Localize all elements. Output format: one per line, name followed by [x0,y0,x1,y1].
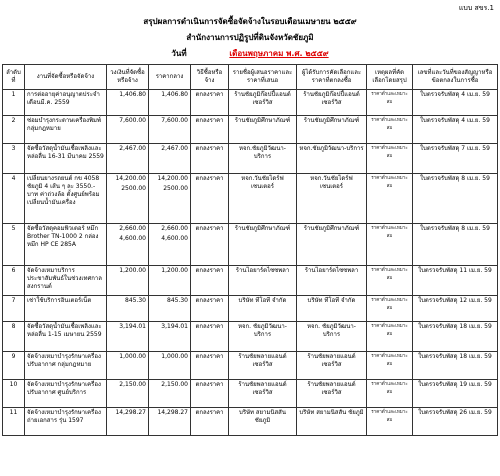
cell-reason: ราคาต่ำและเหมาะสม [367,296,413,322]
cell-item: จัดจ้างเหมาบริการประชาสัมพันธ์ในช่วงเทศกาลสงกรานต์ [25,266,107,296]
cell-amount: 3,194.01 [107,322,149,352]
cell-mid-price: 1,000.00 [149,352,191,380]
table-header [3,65,498,90]
cell-winner: ร้านชัยภูมิก๊อปปี้แอนด์เซอร์วิส [297,90,367,116]
cell-method: ตกลงราคา [191,380,229,408]
cell-winner: หจก.วันชัยไดร์ฟเซนเตอร์ [297,174,367,224]
cell-bidder: ร้านชัยภูมิศึกษาภัณฑ์ [229,116,297,144]
cell-method: ตกลงราคา [191,174,229,224]
office-name: สำนักงานการปฏิรูปที่ดินจังหวัดชัยภูมิ [186,33,314,42]
header-bidders: รายชื่อผู้เสนอราคาและราคาที่เสนอ [229,65,297,90]
cell-no: 5 [3,224,25,266]
cell-item: จัดจ้างเหมาบำรุงรักษาเครื่องถ่ายเอกสาร รุ่น 1597 [25,408,107,436]
table-row [3,144,498,174]
cell-bidder: ร้านชัยภูมิก๊อปปี้แอนด์เซอร์วิส [229,90,297,116]
cell-method: ตกลงราคา [191,224,229,266]
cell-reason: ราคาต่ำและเหมาะสม [367,90,413,116]
cell-winner: ร้านชัยพลายแอนด์เซอร์วิส [297,352,367,380]
cell-contract: ใบตรวจรับพัสดุ 7 เม.ย. 59 [413,144,498,174]
cell-mid-price: 2,467.00 [149,144,191,174]
cell-amount: 1,406.80 [107,90,149,116]
cell-mid-price: 3,194.01 [149,322,191,352]
cell-item: ซ่อมบำรุงกระดาษเครื่องพิมพ์กลุ่มกฎหมาย [25,116,107,144]
cell-contract: ใบตรวจรับพัสดุ 11 เม.ย. 59 [413,266,498,296]
cell-method: ตกลงราคา [191,296,229,322]
table-row [3,380,498,408]
cell-contract: ใบตรวจรับพัสดุ 18 เม.ย. 59 [413,322,498,352]
cell-reason: ราคาต่ำและเหมาะสม [367,408,413,436]
cell-method: ตกลงราคา [191,266,229,296]
cell-mid-price: 1,406.80 [149,90,191,116]
cell-amount: 1,000.00 [107,352,149,380]
cell-reason: ราคาต่ำและเหมาะสม [367,144,413,174]
cell-reason: ราคาต่ำและเหมาะสม [367,116,413,144]
cell-winner: บริษัท ทีโอที จำกัด [297,296,367,322]
cell-no: 7 [3,296,25,322]
cell-winner: หจก. ชัยภูมิวัฒนา-บริการ [297,322,367,352]
cell-contract: ใบตรวจรับพัสดุ 19 เม.ย. 59 [413,380,498,408]
table-row [3,322,498,352]
table-row [3,224,498,266]
cell-winner: บริษัท สยามนิสสัน ชัยภูมิ [297,408,367,436]
cell-no: 10 [3,380,25,408]
cell-mid-price: 845.30 [149,296,191,322]
cell-no: 9 [3,352,25,380]
cell-mid-price: 14,298.27 [149,408,191,436]
header-item: งานที่จัดซื้อหรือจัดจ้าง [25,65,107,90]
cell-contract: ใบตรวจรับพัสดุ 26 เม.ย. 59 [413,408,498,436]
table-row [3,174,498,224]
cell-item: เช่าใช้บริการอินเตอร์เน็ต [25,296,107,322]
cell-no: 4 [3,174,25,224]
cell-bidder: หจก. ชัยภูมิวัฒนา-บริการ [229,322,297,352]
cell-contract: ใบตรวจรับพัสดุ 8 เม.ย. 59 [413,224,498,266]
cell-bidder: ร้านชัยพลายแอนด์เซอร์วิส [229,380,297,408]
cell-no: 11 [3,408,25,436]
table-row [3,296,498,322]
cell-method: ตกลงราคา [191,322,229,352]
cell-bidder: ร้านชัยภูมิศึกษาภัณฑ์ [229,224,297,266]
cell-item: การต่ออายุค่าอนุญาตประจำเดือนมี.ค. 2559 [25,90,107,116]
cell-reason: ราคาต่ำและเหมาะสม [367,174,413,224]
cell-no: 2 [3,116,25,144]
cell-reason: ราคาต่ำและเหมาะสม [367,352,413,380]
cell-reason: ราคาต่ำและเหมาะสม [367,380,413,408]
cell-no: 3 [3,144,25,174]
cell-mid-price: 1,200.00 [149,266,191,296]
cell-amount: 845.30 [107,296,149,322]
cell-no: 8 [3,322,25,352]
form-code: แบบ สขร.1 [458,4,494,12]
cell-method: ตกลงราคา [191,90,229,116]
cell-amount: 1,200.00 [107,266,149,296]
cell-mid-price: 2,150.00 [149,380,191,408]
cell-amount: 2,467.00 [107,144,149,174]
header-reason: เหตุผลที่คัดเลือกโดยสรุป [367,65,413,90]
table-row [3,408,498,436]
cell-item: เปลี่ยนยางรถยนต์ กข 4058 ชัยภูมิ 4 เส้น ๆ ละ 3550.- บาท ค่าถ่วงล้อ ตั้งศูนย์พร้อมเปลี่ยนน้ำมันเครื่อง [25,174,107,224]
cell-mid-price: 14,200.00 2500.00 [149,174,191,224]
date-value: เดือนพฤษภาคม พ.ศ. ๒๕๕๙ [229,49,329,58]
cell-winner: ร้านชัยภูมิศึกษาภัณฑ์ [297,116,367,144]
cell-bidder: บริษัท ทีโอที จำกัด [229,296,297,322]
cell-bidder: บริษัท สยามนิสสัน ชัยภูมิ [229,408,297,436]
table-row [3,90,498,116]
cell-bidder: หจก.ชัยภูมิวัฒนา-บริการ [229,144,297,174]
cell-contract: ใบตรวจรับพัสดุ 12 เม.ย. 59 [413,296,498,322]
header-no: ลำดับที่ [3,65,25,90]
header-contract: เลขที่และวันที่ของสัญญาหรือข้อตกลงในการซื้อ [413,65,498,90]
cell-contract: ใบตรวจรับพัสดุ 18 เม.ย. 59 [413,352,498,380]
cell-winner: ร้านชัยภูมิศึกษาภัณฑ์ [297,224,367,266]
header-amount: วงเงินที่จัดซื้อหรือจ้าง [107,65,149,90]
header-winner: ผู้ได้รับการคัดเลือกและราคาที่ตกลงซื้อ [297,65,367,90]
cell-amount: 14,200.00 2500.00 [107,174,149,224]
report-title: สรุปผลการดำเนินการจัดซื้อจัดจ้างในรอบเดือนเมษายน ๒๕๕๙ [143,17,357,26]
cell-bidder: ร้านไอยาร์ตไซซพลา [229,266,297,296]
table-row [3,266,498,296]
cell-item: จัดซื้อวัสดุน้ำมันเชื้อเพลิงและหล่อลื่น 1-15 เมษายน 2559 [25,322,107,352]
cell-item: จัดจ้างเหมาบำรุงรักษาเครื่องปรับอากาศ กลุ่มกฎหมาย [25,352,107,380]
cell-item: จัดซื้อวัสดุคอมพิวเตอร์ หมึก Brother TN-1000 2 กล่อง หมึก HP CE 285A [25,224,107,266]
cell-bidder: หจก.วันชัยไดร์ฟเซนเตอร์ [229,174,297,224]
cell-method: ตกลงราคา [191,116,229,144]
cell-contract: ใบตรวจรับพัสดุ 4 เม.ย. 59 [413,116,498,144]
cell-winner: หจก.ชัยภูมิวัฒนา-บริการ [297,144,367,174]
cell-contract: ใบตรวจรับพัสดุ 4 เม.ย. 59 [413,90,498,116]
cell-reason: ราคาต่ำและเหมาะสม [367,266,413,296]
table-row [3,116,498,144]
cell-no: 6 [3,266,25,296]
cell-amount: 2,150.00 [107,380,149,408]
cell-reason: ราคาต่ำและเหมาะสม [367,224,413,266]
cell-no: 1 [3,90,25,116]
cell-item: จัดซื้อวัสดุน้ำมันเชื้อเพลิงและหล่อลื่น 16-31 มีนาคม 2559 [25,144,107,174]
cell-winner: ร้านชัยพลายแอนด์เซอร์วิส [297,380,367,408]
cell-winner: ร้านไอยาร์ตไซซพลา [297,266,367,296]
cell-mid-price: 7,600.00 [149,116,191,144]
cell-bidder: ร้านชัยพลายแอนด์เซอร์วิส [229,352,297,380]
date-label: วันที่ [171,49,187,58]
cell-item: จัดจ้างเหมาบำรุงรักษาเครื่องปรับอากาศ ศูนย์บริการ [25,380,107,408]
cell-contract: ใบตรวจรับพัสดุ 8 เม.ย. 59 [413,174,498,224]
cell-amount: 7,600.00 [107,116,149,144]
cell-amount: 2,660.00 4,600.00 [107,224,149,266]
cell-method: ตกลงราคา [191,144,229,174]
cell-reason: ราคาต่ำและเหมาะสม [367,322,413,352]
header-method: วิธีซื้อหรือจ้าง [191,65,229,90]
cell-method: ตกลงราคา [191,408,229,436]
procurement-table [2,64,498,436]
cell-mid-price: 2,660.00 4,600.00 [149,224,191,266]
cell-amount: 14,298.27 [107,408,149,436]
date-line [0,47,500,60]
header-mid-price: ราคากลาง [149,65,191,90]
table-row [3,352,498,380]
cell-method: ตกลงราคา [191,352,229,380]
